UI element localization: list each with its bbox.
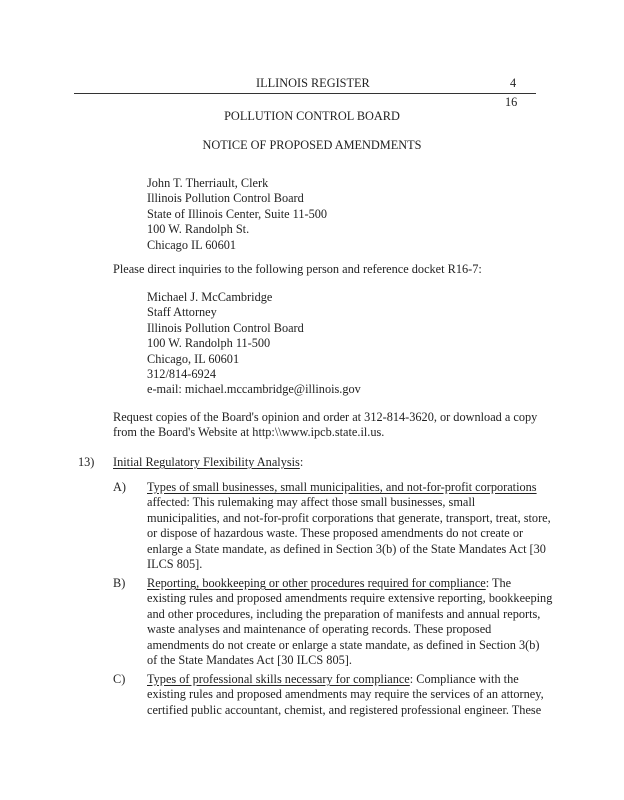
contact-phone-email: [147, 367, 361, 398]
address-line: John T. Therriault, Clerk: [147, 176, 269, 190]
notice-title: NOTICE OF PROPOSED AMENDMENTS: [202, 138, 422, 152]
item-line: enlarge a State mandate, as defined in Section 3(b) of the State Mandates Act [30: [147, 541, 546, 556]
item-line: municipalities, and not-for-profit corporations that generate, transport, treat, store,: [147, 510, 551, 525]
contact-line: Chicago, IL 60601: [147, 351, 240, 366]
item-line: ILCS 805].: [147, 557, 203, 572]
item-b-paragraph: [147, 576, 552, 668]
contact-line: Illinois Pollution Control Board: [147, 320, 304, 335]
page-number: 4: [510, 76, 517, 90]
item-heading-line: [147, 576, 552, 591]
item-heading-line: [147, 480, 551, 495]
item-line: and other procedures, including the preparation of manifests and annual reports,: [147, 606, 541, 621]
item-a-paragraph: [147, 480, 551, 572]
item-label: A): [113, 480, 126, 494]
paragraph-line: Request copies of the Board's opinion and order at 312-814-3620, or download a copy: [113, 410, 538, 424]
item-label: C): [113, 672, 126, 686]
item-heading-rest: : The: [485, 576, 512, 590]
address-line: State of Illinois Center, Suite 11-500: [147, 206, 328, 221]
item-line: affected: This rulemaking may affect those small businesses, small: [147, 495, 476, 510]
item-line: existing rules and proposed amendments require extensive reporting, bookkeeping: [147, 591, 553, 606]
issue-number: 16: [505, 95, 518, 109]
item-line: existing rules and proposed amendments may require the services of an attorney,: [147, 687, 544, 702]
item-heading-rest: : Compliance with the: [409, 672, 519, 686]
item-line: of the State Mandates Act [30 ILCS 805].: [147, 653, 352, 668]
item-heading: Types of professional skills necessary for compliance: [147, 672, 410, 686]
item-heading: Types of small businesses, small municipalities, and not-for-profit corporations: [147, 480, 537, 494]
contact-email: e-mail: michael.mccambridge@illinois.gov: [147, 382, 361, 397]
section-title-suffix: :: [299, 455, 304, 469]
item-line: certified public accountant, chemist, and registered professional engineer. These: [147, 702, 542, 717]
item-line: waste analyses and maintenance of operating records. These proposed: [147, 622, 492, 637]
clerk-address-block: [147, 176, 327, 253]
section-heading: [113, 455, 303, 470]
contact-line: Staff Attorney: [147, 305, 217, 320]
request-copies-paragraph: [113, 410, 537, 441]
register-title: ILLINOIS REGISTER: [256, 76, 370, 90]
section-number: 13): [78, 455, 95, 469]
contact-phone: 312/814-6924: [147, 367, 216, 381]
item-heading: Reporting, bookkeeping or other procedures required for compliance: [147, 576, 486, 590]
contact-line: Michael J. McCambridge: [147, 290, 273, 304]
item-line: or dispose of hazardous waste. These proposed amendments do not create or: [147, 526, 524, 541]
inquiries-text: Please direct inquiries to the following person and reference docket R16-7:: [113, 262, 482, 276]
item-label: B): [113, 576, 126, 590]
contact-line: 100 W. Randolph 11-500: [147, 336, 271, 351]
contact-block: [147, 290, 304, 367]
item-heading-line: [147, 672, 544, 687]
section-title: Initial Regulatory Flexibility Analysis: [113, 455, 300, 469]
item-line: amendments do not create or enlarge a state mandate, as defined in Section 3(b): [147, 637, 540, 652]
address-line: Illinois Pollution Control Board: [147, 191, 304, 206]
address-line: 100 W. Randolph St.: [147, 222, 250, 237]
address-line: Chicago IL 60601: [147, 237, 237, 252]
paragraph-line: from the Board's Website at http:\\www.ipcb.state.il.us.: [113, 425, 385, 440]
header-rule: [74, 93, 536, 94]
agency-title: POLLUTION CONTROL BOARD: [224, 109, 400, 123]
item-c-paragraph: [147, 672, 544, 718]
